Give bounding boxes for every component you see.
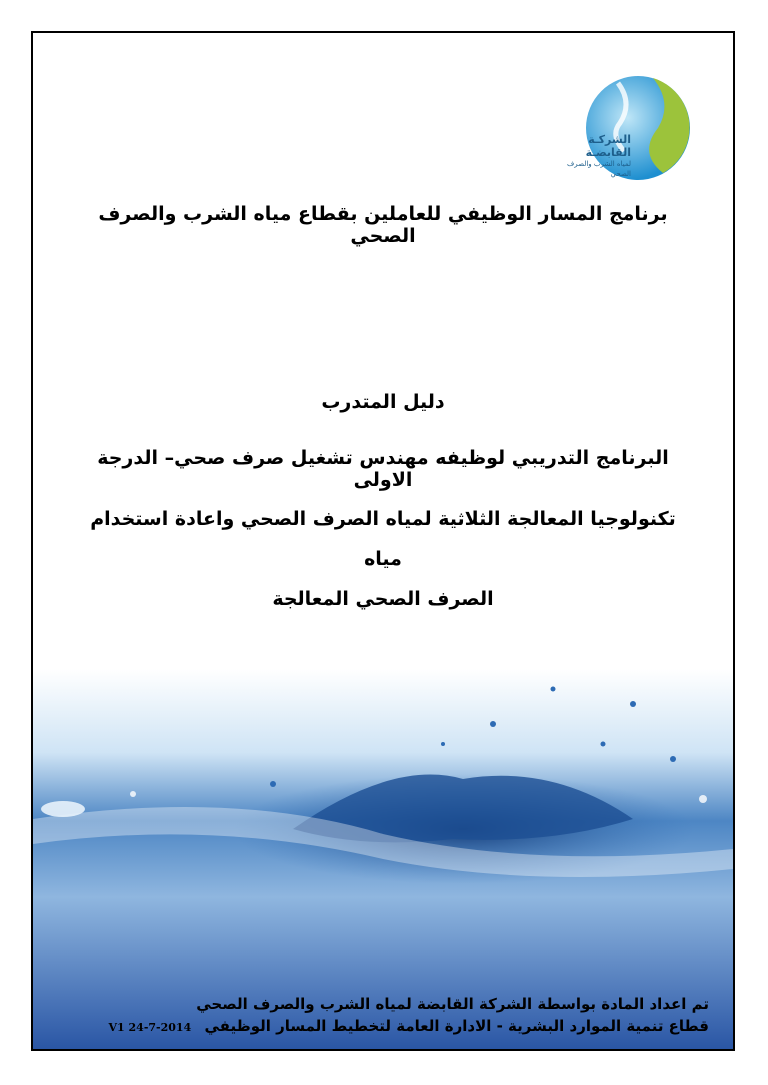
footer-line-1: تم اعداد المادة بواسطة الشركة القابضة لمياه الشرب والصرف الصحي [196,995,709,1013]
logo-line-1: الشركـة القابضـة [585,133,631,159]
logo-text [558,133,631,179]
subject-line-2: الصرف الصحي المعالجة [272,588,494,610]
course-title: البرنامج التدريبي لوظيفه مهندس تشغيل صرف صحي– الدرجة الاولى [97,447,669,491]
subject-line-1: تكنولوجيا المعالجة الثلاثية لمياه الصرف الصحي واعادة استخدام مياه [90,508,676,570]
guide-title: دليل المتدرب [321,391,445,413]
water-splash-image [33,669,733,1049]
cover-page [31,31,735,1051]
subject-title [73,499,693,619]
company-logo [558,73,693,183]
logo-line-2: لمياه الشرب والصرف الصحي [567,160,631,178]
program-title: برنامج المسار الوظيفي للعاملين بقطاع مياه الشرب والصرف الصحي [98,203,668,247]
version-label: V1 24-7-2014 [108,1021,192,1034]
footer-department: قطاع تنمية الموارد البشرية - الادارة العامة لتخطيط المسار الوظيفي [204,1017,709,1035]
footer [109,993,710,1039]
footer-line-2 [109,1015,710,1039]
